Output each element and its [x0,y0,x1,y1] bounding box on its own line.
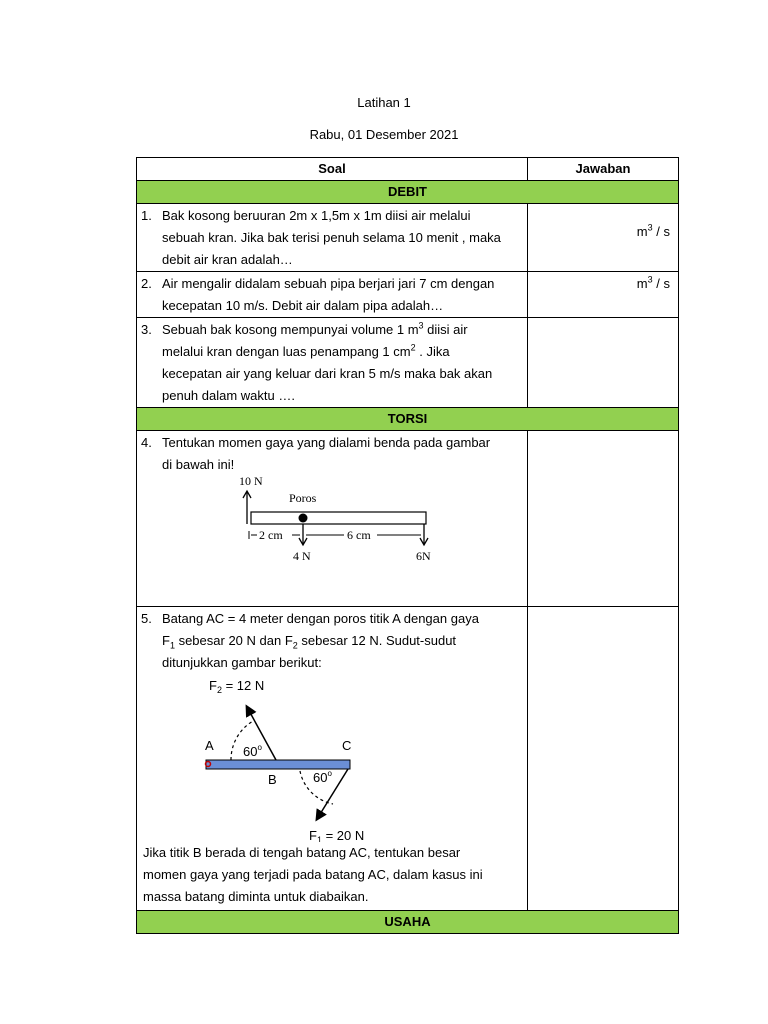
force-up-label: 10 N [239,476,263,488]
question-text-line: debit air kran adalah… [162,252,293,267]
f2-label: $F_2 = 12$ N [209,678,265,695]
question-text-line: Sebuah bak kosong mempunyai volume 1 $m^3$ diisi air [162,320,468,337]
angle-bottom-label: 60$^o$ [313,769,332,785]
rod-figure [137,674,527,842]
page-date: Rabu, 01 Desember 2021 [309,127,459,142]
section-torsi: TORSI [137,408,679,431]
table-header-row [137,158,679,181]
distance-left-label: 2 cm [259,528,283,542]
question-text-line: massa batang diminta untuk diabaikan. [143,889,369,904]
section-debit-row [137,181,679,204]
question-5-followup [137,842,527,910]
force-right-arrow [420,524,428,545]
table-row [137,607,679,911]
section-torsi-row [137,408,679,431]
rod-ac [206,760,350,769]
question-number: 3. [141,322,152,337]
question-text-line: kecepatan 10 m/s. Debit air dalam pipa adalah… [162,298,444,313]
section-usaha: USAHA [137,911,679,934]
question-number: 1. [141,208,152,223]
page-title: Latihan 1 [357,95,411,110]
question-4 [137,431,527,476]
force-up-arrow [243,491,251,524]
table-row [137,431,679,607]
question-text-line: sebuah kran. Jika bak terisi penuh selama 10 menit , maka [162,230,501,245]
point-a-label: A [205,738,214,753]
question-text-line: Air mengalir didalam sebuah pipa berjari jari 7 cm dengan [162,276,495,291]
question-number: 5. [141,611,152,626]
question-text-line: kecepatan air yang keluar dari kran 5 m/s maka bak akan [162,366,493,381]
f1-label: $F_1 = 20$ N [309,828,365,842]
header-jawaban: Jawaban [528,158,679,181]
question-text-line: Jika titik B berada di tengah batang AC, tentukan besar [143,845,461,860]
section-usaha-row [137,911,679,934]
force-mid-label: 4 N [293,549,311,563]
question-1 [137,204,527,271]
question-number: 2. [141,276,152,291]
table-row [137,272,679,318]
question-5 [137,607,527,674]
question-text-line: $F_1$ sebesar 20 N dan $F_2$ sebesar 12 N. Sudut-sudut [162,633,457,651]
question-3 [137,318,527,407]
answer-unit: $m^3$ / s [636,274,670,291]
question-2 [137,272,527,317]
force-right-label: 6N [416,549,431,563]
table-row [137,318,679,408]
force-mid-arrow [299,524,307,545]
pivot-label: Poros [289,491,317,505]
question-number: 4. [141,435,152,450]
question-text-line: ditunjukkan gambar berikut: [162,655,322,670]
header-soal: Soal [137,158,528,181]
question-text-line: penuh dalam waktu …. [162,388,295,403]
table-row [137,204,679,272]
exercise-table [136,157,679,934]
question-text-line: Tentukan momen gaya yang dialami benda pada gambar [162,435,491,450]
answer-unit: $m^3$ / s [636,222,670,239]
beam [251,512,426,524]
point-b-label: B [268,772,277,787]
question-text-line: Batang AC = 4 meter dengan poros titik A dengan gaya [162,611,479,626]
angle-top-label: 60$^o$ [243,743,262,759]
section-debit: DEBIT [137,181,679,204]
question-text-line: di bawah ini! [162,457,235,472]
torque-figure [137,476,527,604]
question-text-line: momen gaya yang terjadi pada batang AC, dalam kasus ini [143,867,483,882]
distance-right-label: 6 cm [347,528,371,542]
pivot-point [299,514,308,523]
point-c-label: C [342,738,352,753]
question-text-line: Bak kosong beruuran 2m x 1,5m x 1m diisi air melalui [162,208,471,223]
question-text-line: melalui kran dengan luas penampang 1 $cm^2$ . Jika [162,342,450,359]
